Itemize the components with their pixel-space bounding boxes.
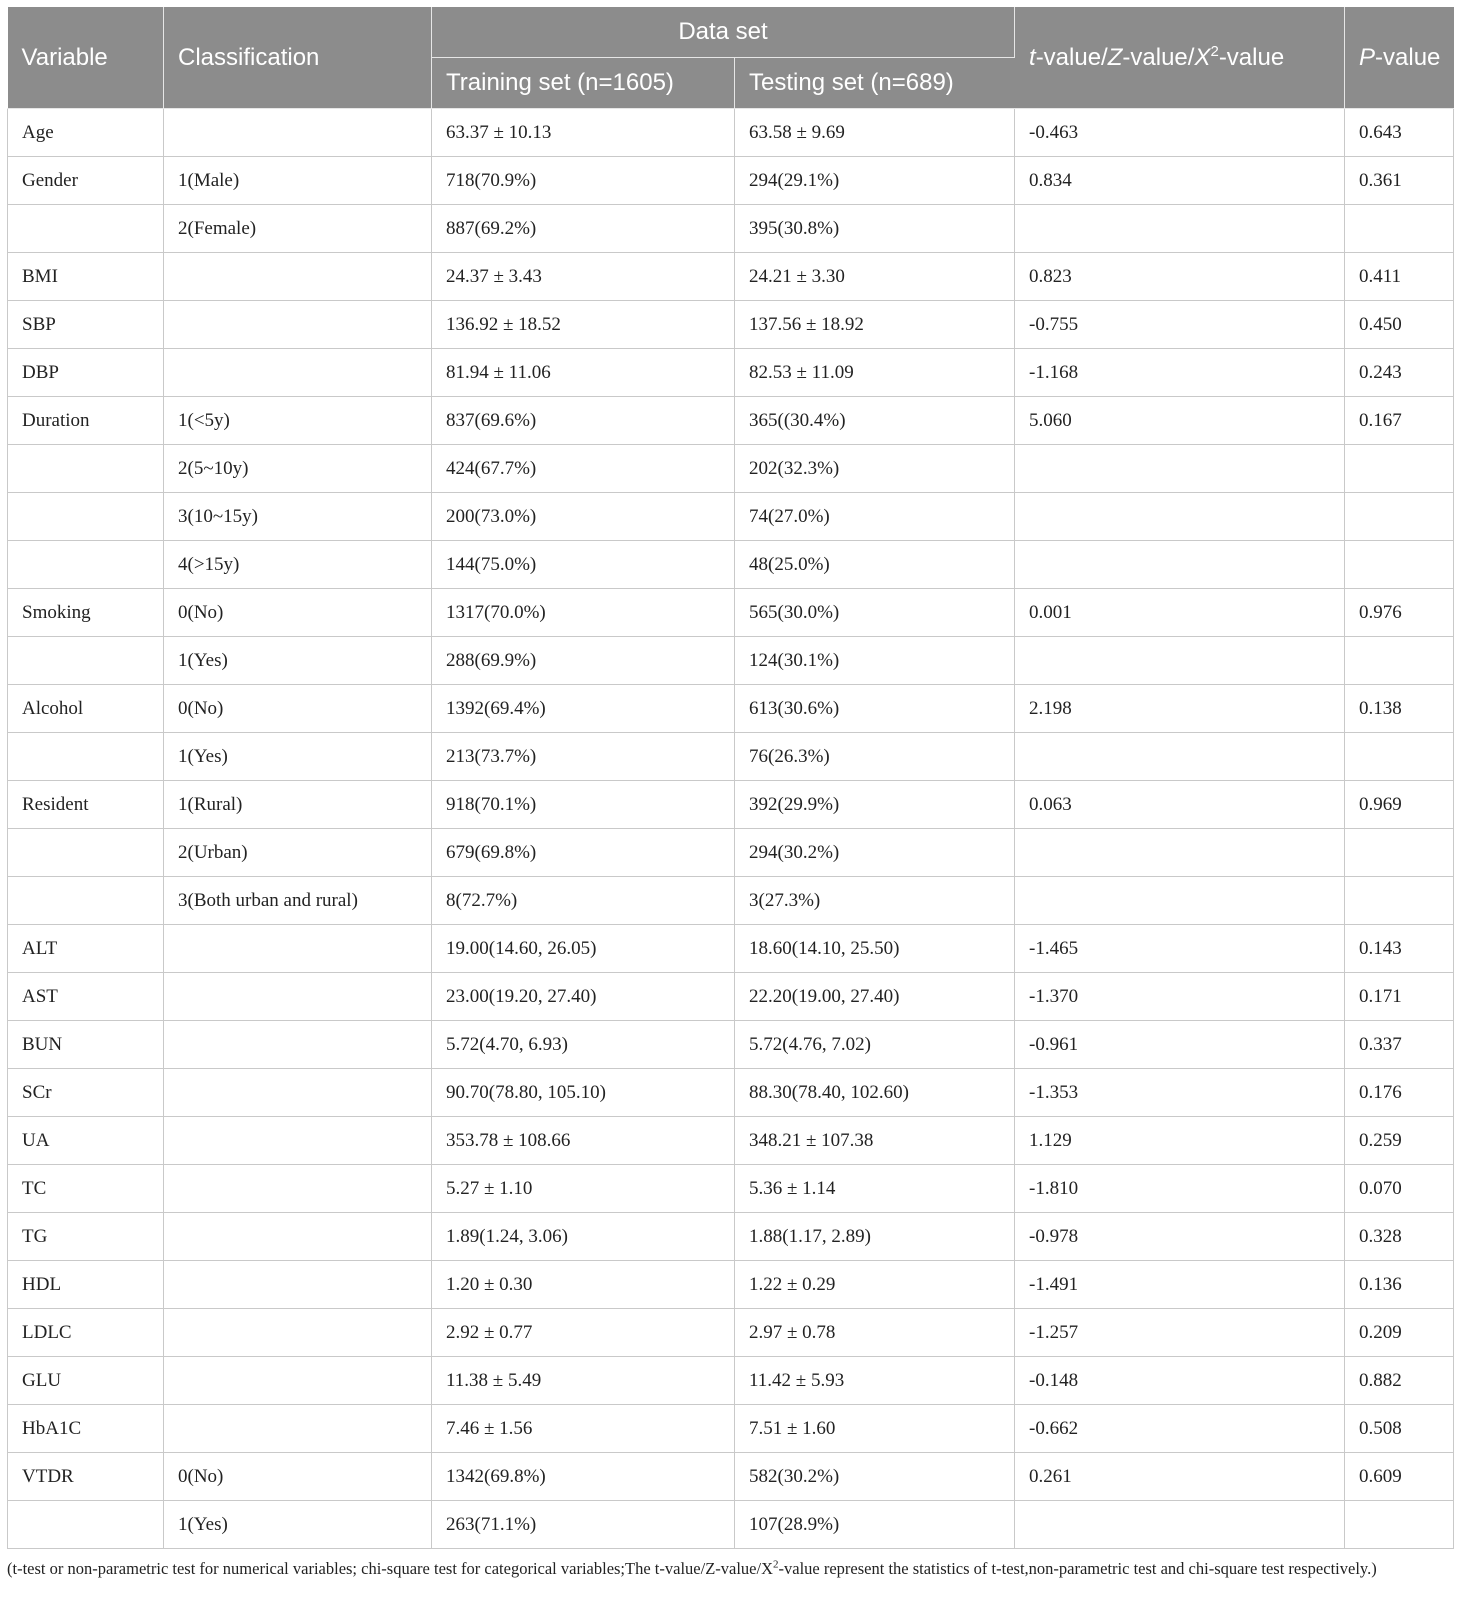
cell-training-set: 23.00(19.20, 27.40): [432, 973, 735, 1021]
cell-variable: [8, 205, 164, 253]
cell-testing-set: 202(32.3%): [735, 445, 1015, 493]
cell-testing-set: 294(30.2%): [735, 829, 1015, 877]
cell-variable: Smoking: [8, 589, 164, 637]
cell-statistic: -1.370: [1015, 973, 1345, 1021]
table-row: [8, 781, 1454, 829]
table-row: [8, 1405, 1454, 1453]
cell-p-value: 0.609: [1345, 1453, 1454, 1501]
cell-statistic: [1015, 1501, 1345, 1549]
cell-p-value: 0.976: [1345, 589, 1454, 637]
cell-classification: 0(No): [164, 1453, 432, 1501]
cell-p-value: 0.882: [1345, 1357, 1454, 1405]
cell-training-set: 19.00(14.60, 26.05): [432, 925, 735, 973]
header-data-set: Data set: [432, 7, 1015, 58]
cell-training-set: 288(69.9%): [432, 637, 735, 685]
table-row: [8, 637, 1454, 685]
cell-classification: [164, 1021, 432, 1069]
cell-statistic: -1.168: [1015, 349, 1345, 397]
cell-classification: 2(5~10y): [164, 445, 432, 493]
table-footnote: (t-test or non-parametric test for numerical variables; chi-square test for categorical variables;The $t-value/Z-value/X^2$-value represent the statistics of t-test,non-parametric test and chi-square test respectively.): [7, 1558, 1377, 1578]
table-row: [8, 349, 1454, 397]
header-testing-set: Testing set (n=689): [735, 58, 1015, 109]
cell-testing-set: 18.60(14.10, 25.50): [735, 925, 1015, 973]
cell-testing-set: 88.30(78.40, 102.60): [735, 1069, 1015, 1117]
cell-statistic: -1.491: [1015, 1261, 1345, 1309]
cell-training-set: 1.20 ± 0.30: [432, 1261, 735, 1309]
cell-classification: [164, 1309, 432, 1357]
cell-variable: [8, 877, 164, 925]
cell-p-value: 0.969: [1345, 781, 1454, 829]
table-row: [8, 1117, 1454, 1165]
cell-testing-set: 7.51 ± 1.60: [735, 1405, 1015, 1453]
cell-statistic: [1015, 877, 1345, 925]
cell-variable: GLU: [8, 1357, 164, 1405]
cell-p-value: [1345, 1501, 1454, 1549]
cell-testing-set: 11.42 ± 5.93: [735, 1357, 1015, 1405]
table-row: [8, 685, 1454, 733]
table-row: [8, 1501, 1454, 1549]
cell-statistic: [1015, 445, 1345, 493]
cell-classification: 2(Female): [164, 205, 432, 253]
cell-training-set: 24.37 ± 3.43: [432, 253, 735, 301]
cell-testing-set: 82.53 ± 11.09: [735, 349, 1015, 397]
cell-statistic: -1.353: [1015, 1069, 1345, 1117]
cell-statistic: 1.129: [1015, 1117, 1345, 1165]
cell-p-value: [1345, 733, 1454, 781]
cell-statistic: -0.463: [1015, 109, 1345, 157]
cell-variable: HbA1C: [8, 1405, 164, 1453]
table-row: [8, 157, 1454, 205]
cell-testing-set: 5.72(4.76, 7.02): [735, 1021, 1015, 1069]
table-row: [8, 1213, 1454, 1261]
cell-testing-set: 582(30.2%): [735, 1453, 1015, 1501]
cell-training-set: 837(69.6%): [432, 397, 735, 445]
table-row: [8, 1309, 1454, 1357]
cell-classification: [164, 1165, 432, 1213]
cell-training-set: 887(69.2%): [432, 205, 735, 253]
cell-p-value: 0.171: [1345, 973, 1454, 1021]
cell-statistic: 0.261: [1015, 1453, 1345, 1501]
cell-variable: DBP: [8, 349, 164, 397]
cell-p-value: 0.361: [1345, 157, 1454, 205]
table-row: [8, 973, 1454, 1021]
cell-classification: 1(Yes): [164, 1501, 432, 1549]
cell-statistic: -0.662: [1015, 1405, 1345, 1453]
cell-testing-set: 107(28.9%): [735, 1501, 1015, 1549]
table-row: [8, 397, 1454, 445]
cell-variable: HDL: [8, 1261, 164, 1309]
cell-training-set: 918(70.1%): [432, 781, 735, 829]
cell-variable: TG: [8, 1213, 164, 1261]
cell-classification: 1(Male): [164, 157, 432, 205]
cell-statistic: [1015, 493, 1345, 541]
cell-testing-set: 5.36 ± 1.14: [735, 1165, 1015, 1213]
cell-variable: [8, 829, 164, 877]
table-body: [8, 109, 1454, 1549]
cell-testing-set: 1.22 ± 0.29: [735, 1261, 1015, 1309]
cell-statistic: -1.810: [1015, 1165, 1345, 1213]
cell-training-set: 2.92 ± 0.77: [432, 1309, 735, 1357]
cell-p-value: 0.450: [1345, 301, 1454, 349]
cell-classification: [164, 1213, 432, 1261]
cell-p-value: 0.508: [1345, 1405, 1454, 1453]
cell-classification: [164, 1357, 432, 1405]
cell-p-value: 0.337: [1345, 1021, 1454, 1069]
cell-variable: [8, 637, 164, 685]
cell-statistic: -1.257: [1015, 1309, 1345, 1357]
cell-classification: [164, 349, 432, 397]
cell-testing-set: 3(27.3%): [735, 877, 1015, 925]
cell-training-set: 353.78 ± 108.66: [432, 1117, 735, 1165]
cell-testing-set: 294(29.1%): [735, 157, 1015, 205]
cell-testing-set: 76(26.3%): [735, 733, 1015, 781]
table-row: [8, 445, 1454, 493]
cell-classification: [164, 253, 432, 301]
cell-testing-set: 74(27.0%): [735, 493, 1015, 541]
header-training-set: Training set (n=1605): [432, 58, 735, 109]
table-row: [8, 493, 1454, 541]
cell-classification: 2(Urban): [164, 829, 432, 877]
cell-testing-set: 565(30.0%): [735, 589, 1015, 637]
cell-training-set: 5.27 ± 1.10: [432, 1165, 735, 1213]
cell-statistic: 0.823: [1015, 253, 1345, 301]
table-row: [8, 733, 1454, 781]
cell-variable: Alcohol: [8, 685, 164, 733]
cell-classification: 1(Yes): [164, 637, 432, 685]
cell-variable: AST: [8, 973, 164, 1021]
cell-variable: Duration: [8, 397, 164, 445]
cell-variable: VTDR: [8, 1453, 164, 1501]
cell-testing-set: 348.21 ± 107.38: [735, 1117, 1015, 1165]
cell-classification: [164, 109, 432, 157]
cell-variable: [8, 445, 164, 493]
cell-statistic: -0.755: [1015, 301, 1345, 349]
cell-training-set: 8(72.7%): [432, 877, 735, 925]
cell-training-set: 1342(69.8%): [432, 1453, 735, 1501]
cell-p-value: 0.243: [1345, 349, 1454, 397]
table-row: [8, 1453, 1454, 1501]
cell-p-value: 0.136: [1345, 1261, 1454, 1309]
cell-variable: SCr: [8, 1069, 164, 1117]
cell-classification: 4(>15y): [164, 541, 432, 589]
cell-p-value: 0.167: [1345, 397, 1454, 445]
cell-classification: 3(Both urban and rural): [164, 877, 432, 925]
cell-training-set: 200(73.0%): [432, 493, 735, 541]
cell-variable: Age: [8, 109, 164, 157]
cell-training-set: 1392(69.4%): [432, 685, 735, 733]
cell-statistic: [1015, 829, 1345, 877]
cell-variable: LDLC: [8, 1309, 164, 1357]
cell-classification: [164, 301, 432, 349]
cell-classification: 1(Rural): [164, 781, 432, 829]
cell-classification: [164, 973, 432, 1021]
cell-variable: [8, 733, 164, 781]
header-statistic: $t-value/Z-value/X^2$-value: [1015, 7, 1345, 109]
table-row: [8, 1261, 1454, 1309]
cell-variable: Resident: [8, 781, 164, 829]
table-row: [8, 925, 1454, 973]
cell-training-set: 7.46 ± 1.56: [432, 1405, 735, 1453]
table-row: [8, 1021, 1454, 1069]
cell-testing-set: 2.97 ± 0.78: [735, 1309, 1015, 1357]
cell-variable: [8, 1501, 164, 1549]
table-row: [8, 109, 1454, 157]
cell-p-value: [1345, 205, 1454, 253]
cell-training-set: 5.72(4.70, 6.93): [432, 1021, 735, 1069]
cell-statistic: [1015, 733, 1345, 781]
cell-p-value: [1345, 637, 1454, 685]
table-row: [8, 589, 1454, 637]
cell-p-value: 0.411: [1345, 253, 1454, 301]
cell-training-set: 90.70(78.80, 105.10): [432, 1069, 735, 1117]
cell-p-value: 0.138: [1345, 685, 1454, 733]
cell-p-value: 0.328: [1345, 1213, 1454, 1261]
cell-classification: [164, 925, 432, 973]
header-classification: Classification: [164, 7, 432, 109]
cell-training-set: 213(73.7%): [432, 733, 735, 781]
cell-classification: [164, 1069, 432, 1117]
cell-variable: BUN: [8, 1021, 164, 1069]
table-row: [8, 301, 1454, 349]
cell-classification: 1(<5y): [164, 397, 432, 445]
cell-p-value: [1345, 829, 1454, 877]
cell-testing-set: 22.20(19.00, 27.40): [735, 973, 1015, 1021]
cell-p-value: [1345, 877, 1454, 925]
cell-statistic: -1.465: [1015, 925, 1345, 973]
data-table: [7, 7, 1454, 1549]
cell-training-set: 144(75.0%): [432, 541, 735, 589]
cell-testing-set: 137.56 ± 18.92: [735, 301, 1015, 349]
cell-statistic: -0.961: [1015, 1021, 1345, 1069]
table-row: [8, 253, 1454, 301]
cell-statistic: -0.148: [1015, 1357, 1345, 1405]
cell-p-value: 0.143: [1345, 925, 1454, 973]
header-variable: Variable: [8, 7, 164, 109]
cell-testing-set: 392(29.9%): [735, 781, 1015, 829]
cell-variable: BMI: [8, 253, 164, 301]
cell-p-value: 0.643: [1345, 109, 1454, 157]
cell-variable: [8, 493, 164, 541]
cell-classification: 0(No): [164, 685, 432, 733]
table-row: [8, 829, 1454, 877]
cell-variable: TC: [8, 1165, 164, 1213]
cell-training-set: 263(71.1%): [432, 1501, 735, 1549]
table-row: [8, 1357, 1454, 1405]
cell-testing-set: 48(25.0%): [735, 541, 1015, 589]
cell-training-set: 63.37 ± 10.13: [432, 109, 735, 157]
cell-testing-set: 613(30.6%): [735, 685, 1015, 733]
table-row: [8, 205, 1454, 253]
cell-classification: 0(No): [164, 589, 432, 637]
cell-training-set: 81.94 ± 11.06: [432, 349, 735, 397]
cell-variable: SBP: [8, 301, 164, 349]
table-row: [8, 877, 1454, 925]
cell-classification: 1(Yes): [164, 733, 432, 781]
cell-statistic: 0.001: [1015, 589, 1345, 637]
cell-testing-set: 24.21 ± 3.30: [735, 253, 1015, 301]
cell-statistic: [1015, 541, 1345, 589]
cell-training-set: 679(69.8%): [432, 829, 735, 877]
cell-classification: [164, 1261, 432, 1309]
table-container: [7, 7, 1453, 1581]
cell-variable: ALT: [8, 925, 164, 973]
cell-statistic: [1015, 205, 1345, 253]
cell-testing-set: 63.58 ± 9.69: [735, 109, 1015, 157]
cell-p-value: 0.176: [1345, 1069, 1454, 1117]
cell-p-value: [1345, 541, 1454, 589]
table-header: [8, 7, 1454, 109]
cell-statistic: 2.198: [1015, 685, 1345, 733]
cell-training-set: 1.89(1.24, 3.06): [432, 1213, 735, 1261]
cell-p-value: 0.259: [1345, 1117, 1454, 1165]
cell-statistic: 0.834: [1015, 157, 1345, 205]
cell-classification: 3(10~15y): [164, 493, 432, 541]
cell-testing-set: 365((30.4%): [735, 397, 1015, 445]
cell-classification: [164, 1117, 432, 1165]
header-p-value: P-value: [1345, 7, 1454, 109]
cell-training-set: 424(67.7%): [432, 445, 735, 493]
cell-training-set: 718(70.9%): [432, 157, 735, 205]
cell-variable: UA: [8, 1117, 164, 1165]
cell-p-value: [1345, 445, 1454, 493]
cell-testing-set: 1.88(1.17, 2.89): [735, 1213, 1015, 1261]
cell-training-set: 11.38 ± 5.49: [432, 1357, 735, 1405]
cell-p-value: 0.209: [1345, 1309, 1454, 1357]
table-row: [8, 541, 1454, 589]
cell-p-value: 0.070: [1345, 1165, 1454, 1213]
cell-p-value: [1345, 493, 1454, 541]
cell-statistic: 5.060: [1015, 397, 1345, 445]
cell-statistic: [1015, 637, 1345, 685]
table-row: [8, 1069, 1454, 1117]
cell-statistic: 0.063: [1015, 781, 1345, 829]
cell-classification: [164, 1405, 432, 1453]
cell-variable: [8, 541, 164, 589]
cell-testing-set: 395(30.8%): [735, 205, 1015, 253]
cell-testing-set: 124(30.1%): [735, 637, 1015, 685]
cell-variable: Gender: [8, 157, 164, 205]
cell-training-set: 136.92 ± 18.52: [432, 301, 735, 349]
table-row: [8, 1165, 1454, 1213]
cell-training-set: 1317(70.0%): [432, 589, 735, 637]
cell-statistic: -0.978: [1015, 1213, 1345, 1261]
